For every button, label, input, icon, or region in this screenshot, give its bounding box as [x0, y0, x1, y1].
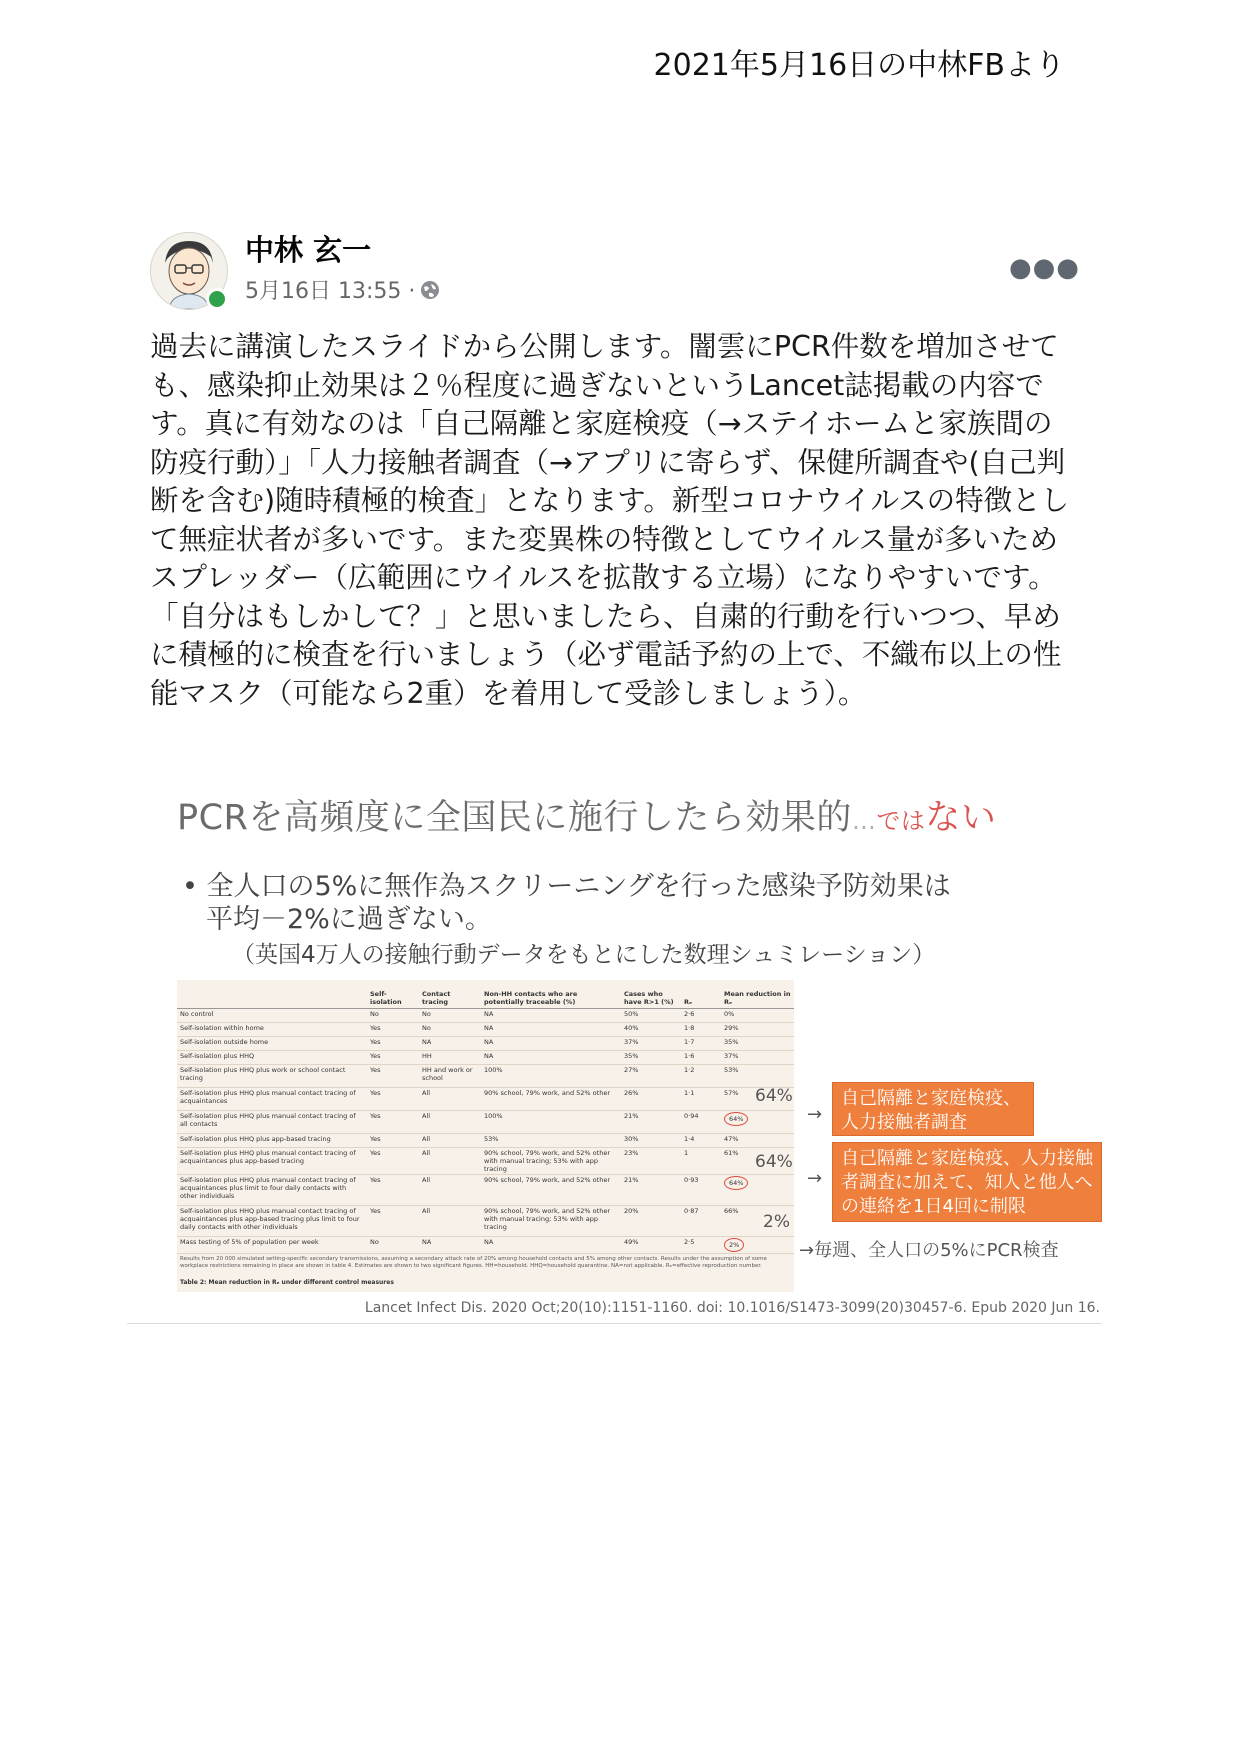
table-cell: Self-isolation plus HHQ plus manual contact tracing of acquaintances	[177, 1088, 367, 1111]
table-cell: 100%	[481, 1065, 621, 1088]
lancet-table-grid	[177, 980, 794, 1254]
slide-image	[127, 770, 1102, 1323]
callout-box: 自己隔離と家庭検疫、人力接触者調査	[832, 1082, 1034, 1136]
table-cell: 21%	[621, 1175, 681, 1206]
table-cell: No control	[177, 1009, 367, 1023]
table-cell: 90% school, 79% work, and 52% other with manual tracing; 53% with app tracing	[481, 1148, 621, 1175]
table-cell: NA	[481, 1009, 621, 1023]
highlight-circle: 64%	[724, 1112, 748, 1126]
table-cell: 47%	[721, 1134, 794, 1148]
post-body: 過去に講演したスライドから公開します。闇雲にPCR件数を増加させても、感染抑止効果は２％程度に過ぎないというLancet誌掲載の内容です。真に有効なのは「自己隔離と家庭検疫（→ステイホームと家族間の防疫行動）」「人力接触者調査（→アプリに寄らず、保健所調査や(自己判断を含む)随時積極的検査」となります。新型コロナウイルスの特徴として無症状者が多いです。また変異株の特徴としてウイルス量が多いためスプレッダー（広範囲にウイルスを拡散する立場）になりやすいです。「自分はもしかして？」と思いましたら、自粛的行動を行いつつ、早めに積極的に検査を行いましょう（必ず電話予約の上で、不織布以上の性能マスク（可能なら2重）を着用して受診しましょう）。	[150, 330, 1070, 710]
table-cell: Self-isolation outside home	[177, 1037, 367, 1051]
table-cell: 49%	[621, 1237, 681, 1254]
table-cell: 23%	[621, 1148, 681, 1175]
arrow-icon: →	[807, 1104, 823, 1125]
post-timestamp[interactable]: 5月16日 13:55 ·	[245, 279, 416, 304]
table-cell: 57%	[721, 1088, 794, 1111]
table-cell: Self-isolation plus HHQ plus manual contact tracing of acquaintances plus app-based tracing plus limit to four daily contacts with other individuals	[177, 1206, 367, 1237]
lancet-table	[177, 980, 794, 1292]
table-cell: Self-isolation plus HHQ	[177, 1051, 367, 1065]
table-cell: 61%	[721, 1148, 794, 1175]
table-cell: Yes	[367, 1111, 419, 1134]
table-cell: 0%	[721, 1009, 794, 1023]
highlight-circle: 64%	[724, 1176, 748, 1190]
table-cell: 2·5	[681, 1237, 721, 1254]
table-row	[177, 1148, 794, 1175]
weekly-pcr-note: →毎週、全人口の5%にPCR検査	[799, 1240, 1059, 1261]
table-cell: 90% school, 79% work, and 52% other	[481, 1175, 621, 1206]
table-cell: Yes	[367, 1023, 419, 1037]
annotation-64-percent: 64%	[755, 1086, 793, 1106]
table-row	[177, 1111, 794, 1134]
table-cell: All	[419, 1206, 481, 1237]
table-cell: 1	[681, 1148, 721, 1175]
table-row	[177, 1088, 794, 1111]
slide-title-ellipsis: …	[851, 807, 877, 835]
table-cell: No	[419, 1023, 481, 1037]
table-row	[177, 1134, 794, 1148]
table-cell: 1·8	[681, 1023, 721, 1037]
table-cell: 21%	[621, 1111, 681, 1134]
arrow-icon: →	[807, 1168, 823, 1189]
table-cell: 100%	[481, 1111, 621, 1134]
table-cell: 35%	[721, 1037, 794, 1051]
slide-bullet	[182, 870, 951, 936]
annotation-64-percent: 64%	[755, 1152, 793, 1172]
table-cell: NA	[419, 1237, 481, 1254]
table-cell: Yes	[367, 1175, 419, 1206]
table-cell: Mass testing of 5% of population per week	[177, 1237, 367, 1254]
table-cell: 90% school, 79% work, and 52% other with manual tracing; 53% with app tracing	[481, 1206, 621, 1237]
table-cell	[721, 1237, 794, 1254]
table-cell: 29%	[721, 1023, 794, 1037]
post-meta	[245, 274, 441, 305]
table-cell: Self-isolation plus HHQ plus manual contact tracing of acquaintances plus limit to four daily contacts with other individuals	[177, 1175, 367, 1206]
table-header: Cases who have R>1 (%)	[621, 980, 681, 1009]
table-cell: 53%	[721, 1065, 794, 1088]
table-row	[177, 1023, 794, 1037]
table-row	[177, 1009, 794, 1023]
table-cell: NA	[481, 1037, 621, 1051]
table-cell: Self-isolation plus HHQ plus manual contact tracing of all contacts	[177, 1111, 367, 1134]
table-cell: No	[367, 1237, 419, 1254]
table-cell: 35%	[621, 1051, 681, 1065]
slide-bullet-line1: • 全人口の5%に無作為スクリーニングを行った感染予防効果は	[182, 871, 951, 902]
table-cell: 50%	[621, 1009, 681, 1023]
table-cell: Yes	[367, 1037, 419, 1051]
globe-icon	[419, 279, 441, 301]
table-row	[177, 1065, 794, 1088]
table-cell: 53%	[481, 1134, 621, 1148]
table-cell: Yes	[367, 1051, 419, 1065]
table-cell: 1·7	[681, 1037, 721, 1051]
table-cell: 0·87	[681, 1206, 721, 1237]
table-row	[177, 1206, 794, 1237]
slide-title	[177, 790, 996, 840]
table-header: Self-isolation	[367, 980, 419, 1009]
citation: Lancet Infect Dis. 2020 Oct;20(10):1151-1160. doi: 10.1016/S1473-3099(20)30457-6. Epub 2020 Jun 16.	[364, 1300, 1100, 1316]
table-row	[177, 1237, 794, 1254]
slide-title-nai: ない	[925, 798, 997, 838]
table-cell: NA	[419, 1037, 481, 1051]
table-cell: Self-isolation within home	[177, 1023, 367, 1037]
table-cell: Self-isolation plus HHQ plus work or school contact tracing	[177, 1065, 367, 1088]
table-cell: HH	[419, 1051, 481, 1065]
table-cell: No	[367, 1009, 419, 1023]
slide-title-main: PCRを高頻度に全国民に施行したら効果的	[177, 798, 852, 838]
annotation-2-percent: 2%	[763, 1212, 790, 1232]
table-cell: 1·4	[681, 1134, 721, 1148]
table-cell: 26%	[621, 1088, 681, 1111]
online-status-dot	[206, 288, 228, 310]
table-cell: Yes	[367, 1065, 419, 1088]
table-header: Rₑ	[681, 980, 721, 1009]
table-cell: 66%	[721, 1206, 794, 1237]
table-header: Non-HH contacts who are potentially traceable (%)	[481, 980, 621, 1009]
highlight-circle: 2%	[724, 1238, 744, 1252]
slide-bullet-line2: 平均－2%に過ぎない。	[206, 904, 492, 935]
table-cell: Yes	[367, 1148, 419, 1175]
table-caption: Table 2: Mean reduction in Rₑ under different control measures	[180, 1279, 394, 1286]
callout-box: 自己隔離と家庭検疫、人力接触者調査に加えて、知人と他人への連絡を1日4回に制限	[832, 1142, 1102, 1222]
table-footnote: Results from 20 000 simulated setting-specific secondary transmissions, assuming a secondary attack rate of 20% among household contacts and 5% among other contacts. Results under the assumption of some workplace restrictions remaining in place are shown in table 4. Estimates are shown to two significant figures. HH=household. HHQ=household quarantine. NA=not applicable. Rₑ=effective reproduction number.	[180, 1256, 767, 1269]
table-row	[177, 1037, 794, 1051]
table-cell: 90% school, 79% work, and 52% other	[481, 1088, 621, 1111]
table-cell: 1·6	[681, 1051, 721, 1065]
table-cell: 2·6	[681, 1009, 721, 1023]
table-cell: No	[419, 1009, 481, 1023]
table-cell: All	[419, 1148, 481, 1175]
table-cell: 27%	[621, 1065, 681, 1088]
table-header: Contact tracing	[419, 980, 481, 1009]
table-cell: 1·1	[681, 1088, 721, 1111]
table-cell: Self-isolation plus HHQ plus manual contact tracing of acquaintances plus app-based tracing	[177, 1148, 367, 1175]
table-cell: NA	[481, 1023, 621, 1037]
table-cell: Yes	[367, 1206, 419, 1237]
table-cell: 37%	[721, 1051, 794, 1065]
table-cell: HH and work or school	[419, 1065, 481, 1088]
post-author[interactable]: 中林 玄一	[245, 233, 372, 267]
table-cell: All	[419, 1088, 481, 1111]
table-row	[177, 1175, 794, 1206]
table-cell: All	[419, 1134, 481, 1148]
table-cell	[721, 1111, 794, 1134]
table-cell: 1·2	[681, 1065, 721, 1088]
table-cell	[721, 1175, 794, 1206]
slide-title-dewa: では	[876, 807, 926, 835]
table-cell: 40%	[621, 1023, 681, 1037]
slide-bullet-sub: （英国4万人の接触行動データをもとにした数理シュミレーション）	[232, 942, 936, 968]
more-horizontal-icon[interactable]: ●●●	[1008, 253, 1080, 283]
table-cell: NA	[481, 1237, 621, 1254]
table-cell: All	[419, 1111, 481, 1134]
table-cell: 0·94	[681, 1111, 721, 1134]
table-cell: Yes	[367, 1134, 419, 1148]
table-cell: 30%	[621, 1134, 681, 1148]
table-cell: NA	[481, 1051, 621, 1065]
slide-divider-bottom	[127, 1323, 1102, 1324]
table-cell: 0·93	[681, 1175, 721, 1206]
table-header	[177, 980, 367, 1009]
table-cell: 20%	[621, 1206, 681, 1237]
table-cell: Self-isolation plus HHQ plus app-based tracing	[177, 1134, 367, 1148]
table-cell: All	[419, 1175, 481, 1206]
table-header-row	[177, 980, 794, 1009]
table-header: Mean reduction in Rₑ	[721, 980, 794, 1009]
header-note: 2021年5月16日の中林FBより	[653, 48, 1065, 83]
table-cell: 37%	[621, 1037, 681, 1051]
table-row	[177, 1051, 794, 1065]
table-cell: Yes	[367, 1088, 419, 1111]
